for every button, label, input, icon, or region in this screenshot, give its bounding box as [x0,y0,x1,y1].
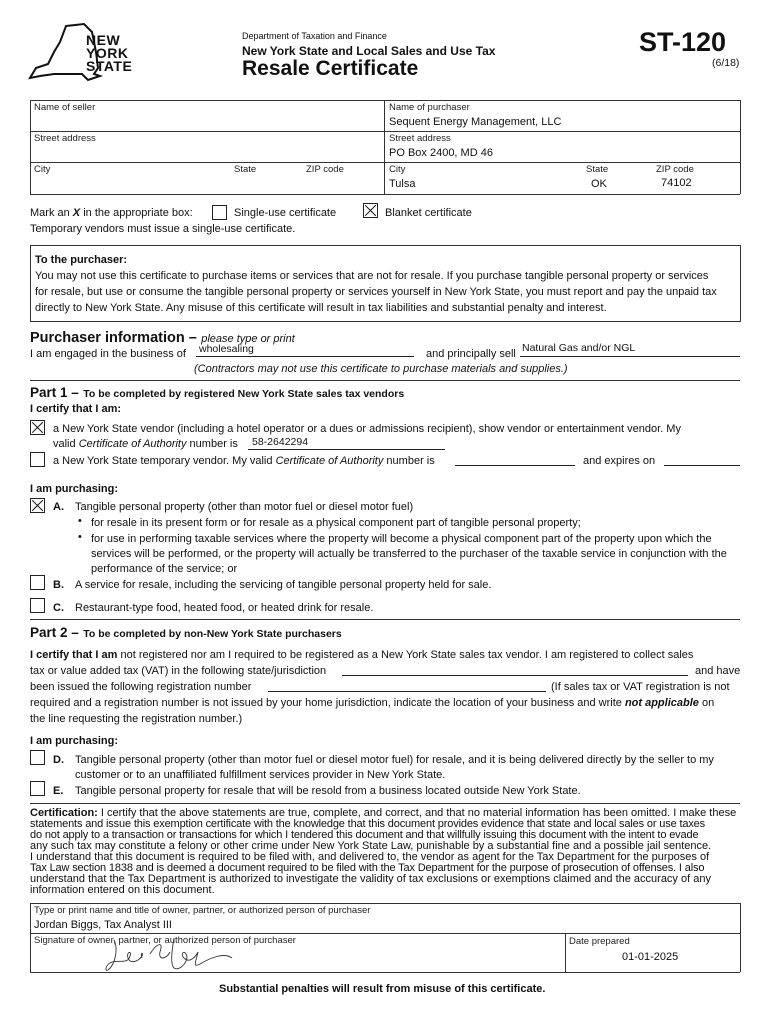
option-e-text: Tangible personal property for resale that will be resold from a business located outside New York State. [75,785,581,797]
option-a-bullet-2-line-2: services will be performed, or the property will actually be transferred to the purchaser of the taxable service in conjunction with the [91,548,727,560]
part-2-heading: Part 2 – To be completed by non-New York State purchasers [30,625,342,640]
notice-line-1: You may not use this certificate to purchase items or services that are not for resale. If you purchase tangible personal property or services [35,270,709,282]
notice-line-3: directly to New York State. Any misuse of this certificate will result in tax liabilities and substantial penalty and interest. [35,302,607,314]
form-subtitle: New York State and Local Sales and Use Tax [242,44,496,58]
seller-street-label: Street address [34,133,96,144]
part-1-purchasing: I am purchasing: [30,483,119,495]
temporary-vendor-checkbox[interactable] [30,452,45,467]
option-a-checkbox[interactable] [30,498,45,513]
option-b-text: A service for resale, including the servicing of tangible personal property held for sale. [75,579,492,591]
purchaser-name-label: Name of purchaser [389,102,470,113]
option-a-text: Tangible personal property (other than motor fuel or diesel motor fuel) [75,501,414,513]
part-2-line-3: been issued the following registration number [30,681,252,693]
option-d-checkbox[interactable] [30,750,45,765]
purchaser-state-label: State [586,164,609,175]
purchaser-city-field[interactable]: Tulsa [389,178,416,190]
option-d-line-1: Tangible personal property (other than motor fuel or diesel motor fuel) for resale, and it is being delivered directly by the seller to my [75,754,714,766]
jurisdiction-field[interactable] [342,675,688,676]
form-number: ST-120 [639,27,727,57]
name-title-label: Type or print name and title of owner, partner, or authorized person of purchaser [34,905,371,916]
certification-line-4: any such tax may constitute a felony or other crime under New York State Law, punishable by a substantial fine and a possible jail sentence. [30,840,712,852]
certification-line-2: statements and issue this exemption certificate with the knowledge that this document provides evidence that state and local sales or use taxes [30,818,705,830]
option-d-letter: D. [53,754,64,766]
form-title: Resale Certificate [242,57,419,80]
seller-zip-label: ZIP code [306,164,344,175]
part-2-purchasing: I am purchasing: [30,735,119,747]
business-field[interactable]: wholesaling [199,343,254,355]
part-2-line-4: required and a registration number is not issued by your home jurisdiction, indicate the location of your business and write not applicable on [30,697,715,709]
blanket-checkbox[interactable] [363,203,378,218]
mark-instruction: Mark an X in the appropriate box: [30,207,193,219]
option-c-letter: C. [53,602,64,614]
expires-on-field[interactable] [664,465,740,466]
option-a-letter: A. [53,501,64,513]
part-2-line-1: I certify that I am not registered nor am I required to be registered as a New York State sales tax vendor. I am registered to collect sales [30,649,694,661]
purchaser-street-label: Street address [389,133,451,144]
purchaser-info-heading: Purchaser information – please type or print [30,330,295,346]
signature-scribble [106,938,232,970]
date-prepared-field[interactable]: 01-01-2025 [622,951,679,963]
certification-line-8: information entered on this document. [30,884,215,896]
option-a-bullet-2-line-3: performance of the service; or [91,563,238,575]
purchaser-zip-field[interactable]: 74102 [661,177,692,189]
part-2-line-3-end: (If sales tax or VAT registration is not [551,681,730,693]
signature-label: Signature of owner, partner, or authorized person of purchaser [34,935,296,946]
name-title-field[interactable]: Jordan Biggs, Tax Analyst III [34,919,172,931]
single-use-checkbox[interactable] [212,205,227,220]
logo-line-state: STATE [86,58,133,74]
purchaser-street-field[interactable]: PO Box 2400, MD 46 [389,147,493,159]
option-e-checkbox[interactable] [30,781,45,796]
ny-vendor-line-1: a New York State vendor (including a hotel operator or a dues or admissions recipient), show vendor or entertainment vendor. My [53,423,681,435]
signature-field[interactable] [100,934,240,976]
purchaser-city-label: City [389,164,406,175]
option-c-checkbox[interactable] [30,598,45,613]
seller-name-label: Name of seller [34,102,96,113]
form-version: (6/18) [712,57,740,69]
department-name: Department of Taxation and Finance [242,31,387,41]
bullet-2: • [78,531,82,543]
certification-line-6: Tax Law section 1838 and is deemed a document required to be filed with the Tax Department for the purpose of prosecution of offenses. I also [30,862,705,874]
penalty-footer: Substantial penalties will result from misuse of this certificate. [219,983,546,995]
purchaser-zip-label: ZIP code [656,164,694,175]
certification-line-7: understand that the Tax Department is authorized to investigate the validity of tax exclusions or exemptions claimed and the accuracy of any [30,873,711,885]
registration-number-field[interactable] [268,691,546,692]
option-a-bullet-2-line-1: for use in performing taxable services where the property will become a physical component part of the property upon which the [91,533,712,545]
certification-line-3: do not apply to a transaction or transactions for which I tendered this document and that willfully issuing this document with the intent to evade [30,829,699,841]
single-use-label: Single-use certificate [234,207,337,219]
purchaser-state-field[interactable]: OK [591,178,607,190]
logo-line-new: NEW [86,32,121,48]
ny-vendor-line-2: valid Certificate of Authority number is [53,438,238,450]
option-b-checkbox[interactable] [30,575,45,590]
logo-line-york: YORK [86,45,129,61]
business-label: I am engaged in the business of [30,348,186,360]
sell-field[interactable]: Natural Gas and/or NGL [522,342,636,354]
logo-text [86,34,132,73]
part-1-certify: I certify that I am: [30,403,122,415]
option-b-letter: B. [53,579,64,591]
part-2-line-2: tax or value added tax (VAT) in the following state/jurisdiction [30,665,327,677]
bullet-1: • [78,515,82,527]
contractors-note: (Contractors may not use this certificate to purchase materials and supplies.) [194,363,568,375]
notice-heading: To the purchaser: [35,254,128,266]
expires-on-label: and expires on [583,455,656,467]
vendor-authority-number-field[interactable]: 58-2642294 [252,436,309,448]
temporary-authority-number-field[interactable] [455,465,575,466]
purchaser-notice [30,245,741,322]
seller-state-label: State [234,164,257,175]
temporary-vendor-note: Temporary vendors must issue a single-use certificate. [30,223,296,235]
option-a-bullet-1: for resale in its present form or for resale as a physical component part of tangible personal property; [91,517,581,529]
certification-line-1: Certification: I certify that the above statements are true, complete, and correct, and that no material information has been omitted. I make these [30,807,737,819]
option-c-text: Restaurant-type food, heated food, or heated drink for resale. [75,602,374,614]
part-2-line-5: the line requesting the registration number.) [30,713,243,725]
temporary-vendor-line: a New York State temporary vendor. My valid Certificate of Authority number is [53,455,435,467]
date-prepared-label: Date prepared [569,936,630,947]
option-d-line-2: customer or to an unaffiliated fulfillment services provider in New York State. [75,769,446,781]
notice-line-2: for resale, but use or consume the tangible personal property or services yourself in New York State, you must report and pay the unpaid tax [35,286,717,298]
seller-city-label: City [34,164,51,175]
certification-line-5: I understand that this document is required to be filed with, and delivered to, the vendor as agent for the Tax Department for the purposes of [30,851,710,863]
purchaser-name-field[interactable]: Sequent Energy Management, LLC [389,116,562,128]
blanket-label: Blanket certificate [385,207,472,219]
part-2-line-2-end: and have [695,665,741,677]
ny-vendor-checkbox[interactable] [30,420,45,435]
part-1-heading: Part 1 – To be completed by registered New York State sales tax vendors [30,385,405,400]
sell-label: and principally sell [426,348,516,360]
option-e-letter: E. [53,785,64,797]
